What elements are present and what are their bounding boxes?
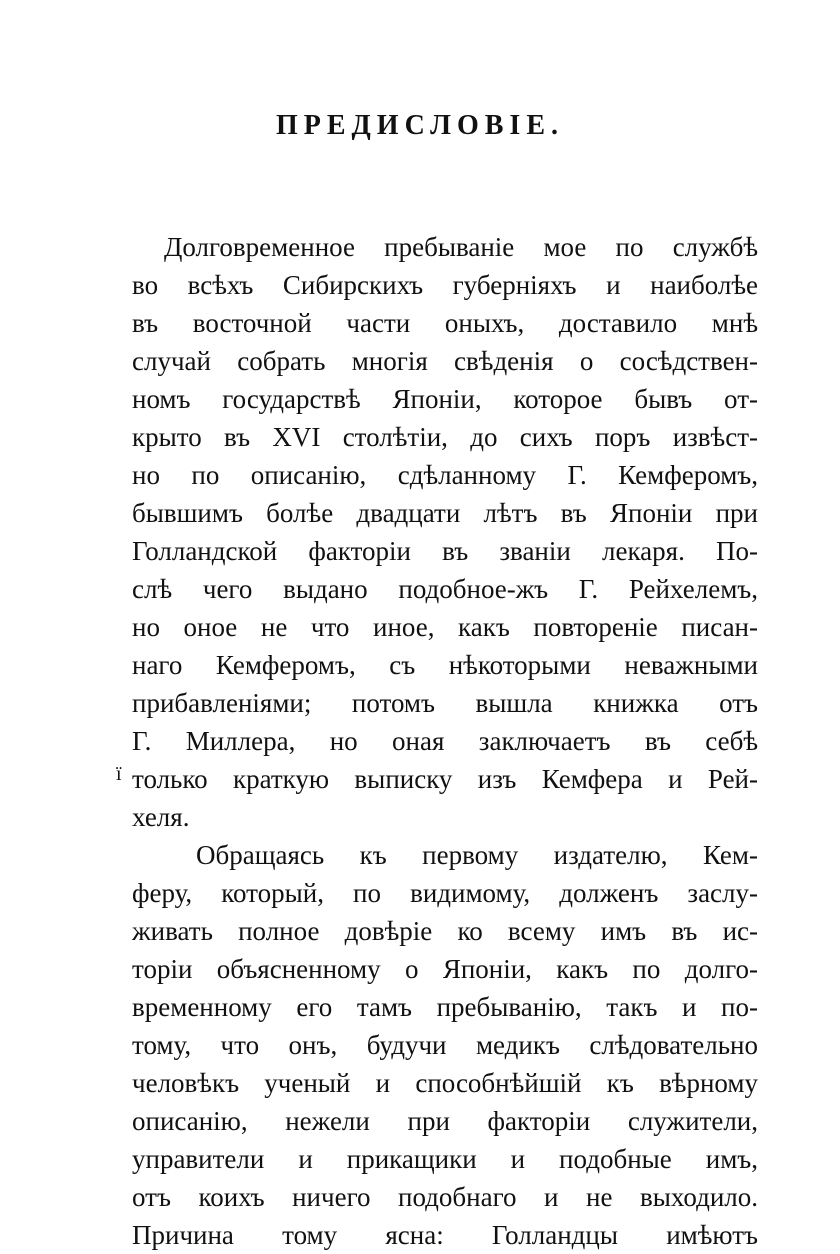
text-line: прибавленіями; потомъ вышла книжка отъ (132, 688, 758, 718)
text-line: управители и прикащики и подобные имъ, (132, 1144, 758, 1174)
text-line: Долговременное пребываніе мое по службѣ (164, 232, 758, 262)
text-line: тому, что онъ, будучи медикъ слѣдовательно (132, 1030, 758, 1060)
text-line: во всѣхъ Сибирскихъ губерніяхъ и наиболѣе (132, 270, 758, 300)
text-line: феру, который, по видимому, долженъ заслу- (132, 878, 758, 908)
text-line: торіи объясненному о Японіи, какъ по долго- (132, 954, 758, 984)
text-line: хеля. (132, 802, 190, 832)
text-line: временному его тамъ пребыванію, такъ и по- (132, 992, 758, 1022)
text-line: слѣ чего выдано подобное-жъ Г. Рейхелемъ, (132, 574, 758, 604)
text-line: бывшимъ болѣе двадцати лѣтъ въ Японіи при (132, 498, 758, 528)
text-line: Г. Миллера, но оная заключаетъ въ себѣ (132, 726, 758, 756)
text-line: но по описанію, сдѣланному Г. Кемферомъ, (132, 460, 758, 490)
text-line: крыто въ XVI столѣтіи, до сихъ поръ извѣст- (132, 422, 758, 452)
text-line: Голландской факторіи въ званіи лекаря. По- (132, 536, 758, 566)
text-line: наго Кемферомъ, съ нѣкоторыми неважными (132, 650, 758, 680)
page-title: ПРЕДИСЛОВІЕ. (275, 110, 564, 141)
margin-mark: ї (116, 763, 122, 785)
text-line: случай собрать многія свѣденія о сосѣдствен- (132, 346, 758, 376)
text-line: номъ государствѣ Японіи, которое бывъ от- (132, 384, 758, 414)
text-line: живать полное довѣріе ко всему имъ въ ис- (132, 916, 758, 946)
text-line: только краткую выписку изъ Кемфера и Рей- (132, 764, 758, 794)
body-text (132, 228, 758, 1254)
text-line: человѣкъ ученый и способнѣйшій къ вѣрному (132, 1068, 758, 1098)
text-line: описанію, нежели при факторіи служители, (132, 1106, 758, 1136)
text-line: отъ коихъ ничего подобнаго и не выходило. (132, 1182, 758, 1212)
text-line: Обращаясь къ первому издателю, Кем- (196, 840, 758, 870)
text-line: Причина тому ясна: Голландцы имѣютъ (132, 1220, 758, 1250)
text-line: но оное не что иное, какъ повтореніе писан- (132, 612, 758, 642)
text-line: въ восточной части оныхъ, доставило мнѣ (132, 308, 758, 338)
